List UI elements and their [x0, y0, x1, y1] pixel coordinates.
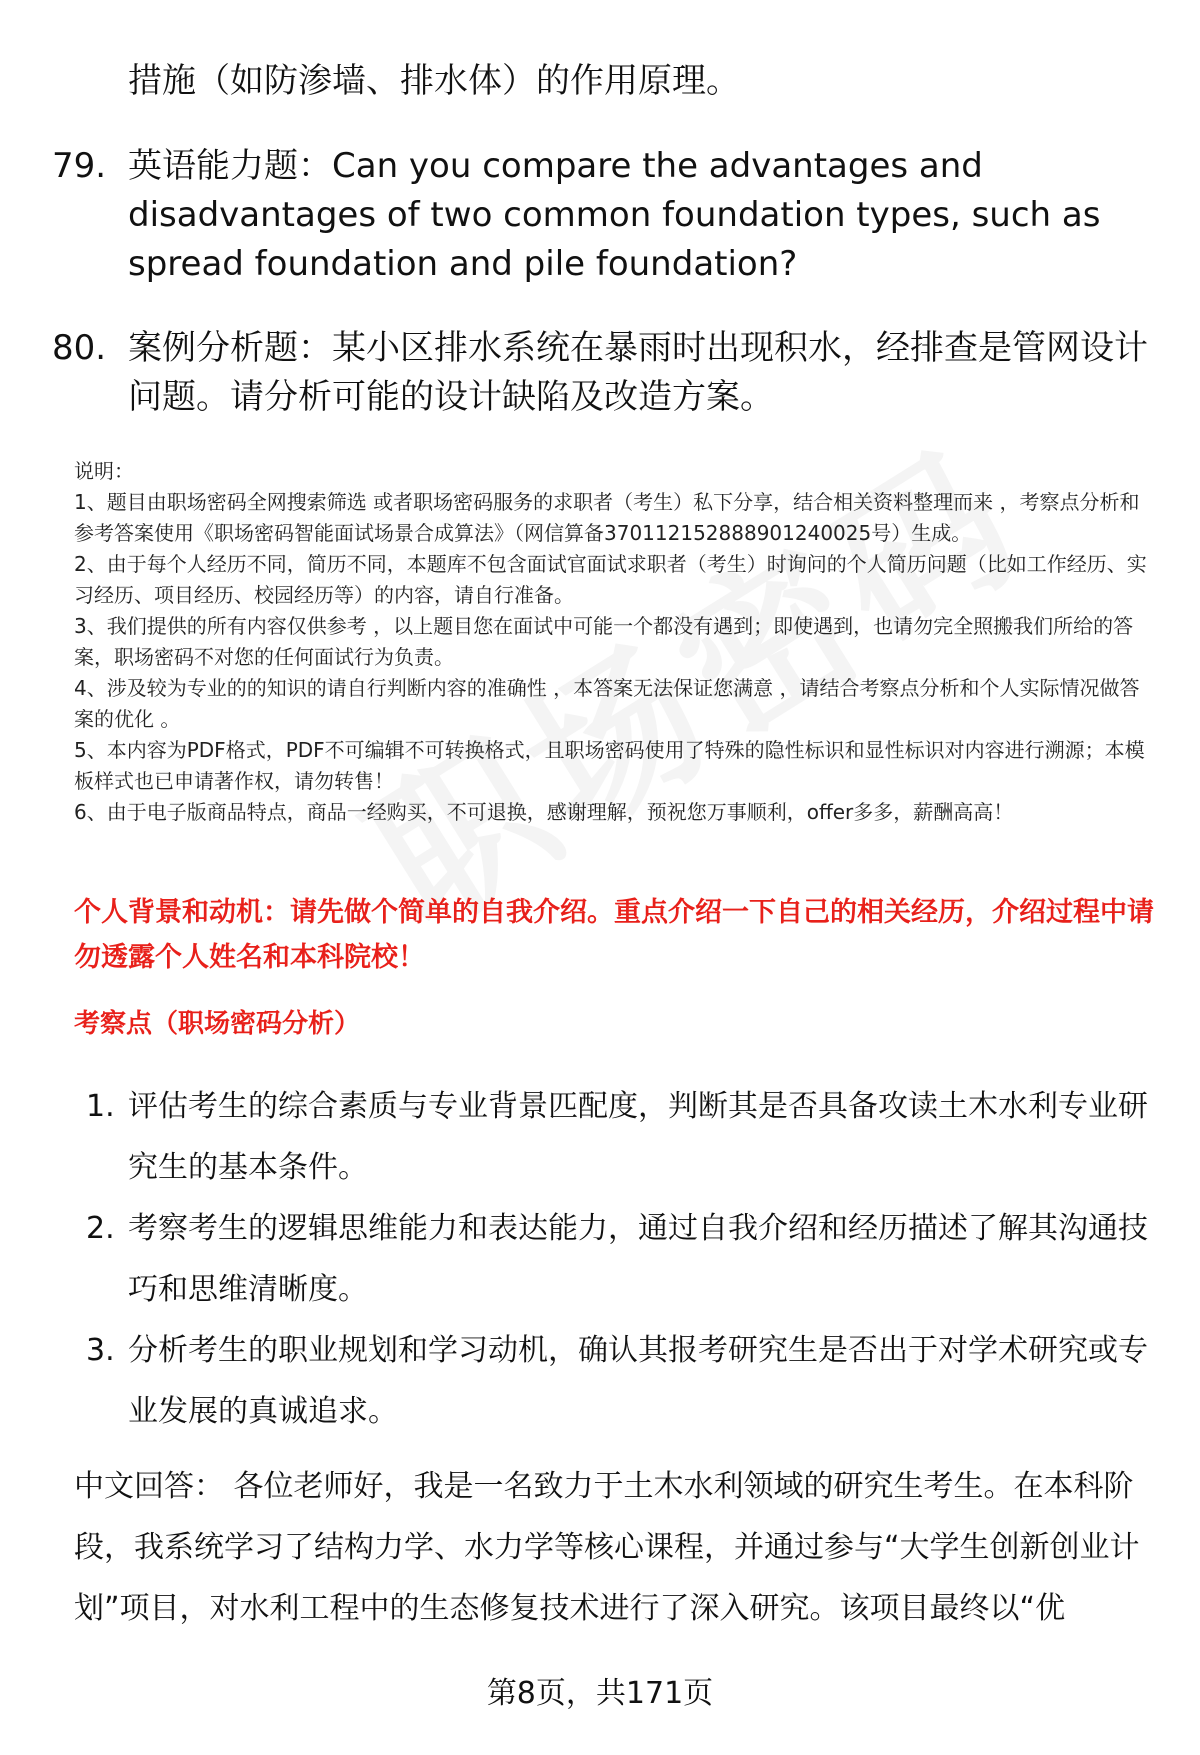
motive-heading: 个人背景和动机：请先做个简单的自我介绍。重点介绍一下自己的相关经历，介绍过程中请勿透露个人姓名和本科院校！: [74, 897, 1154, 973]
page-footer: 第8页，共171页: [486, 1676, 714, 1711]
list-item-text: 评估考生的综合素质与专业背景匹配度，判断其是否具备攻读土木水利专业研究生的基本条件。: [128, 1089, 1148, 1185]
note-item: 1、题目由职场密码全网搜索筛选 或者职场密码服务的求职者（考生）私下分享，结合相关资料整理而来 ，考察点分析和参考答案使用《职场密码智能面试场景合成算法》（网信算备370112152888901240025号）生成。: [74, 490, 1140, 545]
list-item-text: 分析考生的职业规划和学习动机，确认其报考研究生是否出于对学术研究或专业发展的真诚追求。: [128, 1333, 1148, 1429]
assessment-points-title: 考察点（职场密码分析）: [74, 1009, 361, 1039]
list-item: [80, 1198, 1160, 1320]
note-item: 6、由于电子版商品特点，商品一经购买，不可退换，感谢理解，预祝您万事顺利，offer多多，薪酬高高！: [74, 800, 1014, 824]
list-item: [80, 1076, 1160, 1198]
assessment-points-list: [80, 1076, 1160, 1442]
note-item: 2、由于每个人经历不同，简历不同，本题库不包含面试官面试求职者（考生）时询问的个人简历问题（比如工作经历、实习经历、项目经历、校园经历等）的内容，请自行准备。: [74, 552, 1147, 607]
question-text: 英语能力题：Can you compare the advantages and disadvantages of two common foundation types, such as spread foundation and pile foundation?: [128, 146, 1101, 284]
note-item: 5、本内容为PDF格式，PDF不可编辑不可转换格式，且职场密码使用了特殊的隐性标识和显性标识对内容进行溯源；本模板样式也已申请著作权，请勿转售！: [74, 738, 1145, 793]
list-item-number: 2.: [86, 1211, 115, 1246]
list-item-text: 考察考生的逻辑思维能力和表达能力，通过自我介绍和经历描述了解其沟通技巧和思维清晰度。: [128, 1211, 1148, 1307]
continuation-line: 措施（如防渗墙、排水体）的作用原理。: [128, 61, 740, 101]
list-item-number: 1.: [86, 1089, 115, 1124]
question-number: 80.: [52, 328, 107, 368]
chinese-answer: 中文回答： 各位老师好，我是一名致力于土木水利领域的研究生考生。在本科阶段，我系统学习了结构力学、水力学等核心课程，并通过参与“大学生创新创业计划”项目，对水利工程中的生态修复技术进行了深入研究。该项目最终以“优: [74, 1469, 1140, 1626]
note-item: 3、我们提供的所有内容仅供参考 ，以上题目您在面试中可能一个都没有遇到；即使遇到，也请勿完全照搬我们所给的答案，职场密码不对您的任何面试行为负责。: [74, 614, 1134, 669]
notes-title: 说明：: [74, 459, 134, 483]
question-text: 案例分析题：某小区排水系统在暴雨时出现积水，经排查是管网设计问题。请分析可能的设计缺陷及改造方案。: [128, 328, 1148, 417]
question-number: 79.: [52, 146, 107, 186]
list-item: [80, 1320, 1160, 1442]
list-item-number: 3.: [86, 1333, 115, 1368]
question-79: [52, 142, 1152, 289]
question-80: [52, 324, 1152, 422]
disclaimer-notes: [74, 456, 1156, 828]
note-item: 4、涉及较为专业的的知识的请自行判断内容的准确性 ，本答案无法保证您满意 ，请结合考察点分析和个人实际情况做答案的优化 。: [74, 676, 1140, 731]
